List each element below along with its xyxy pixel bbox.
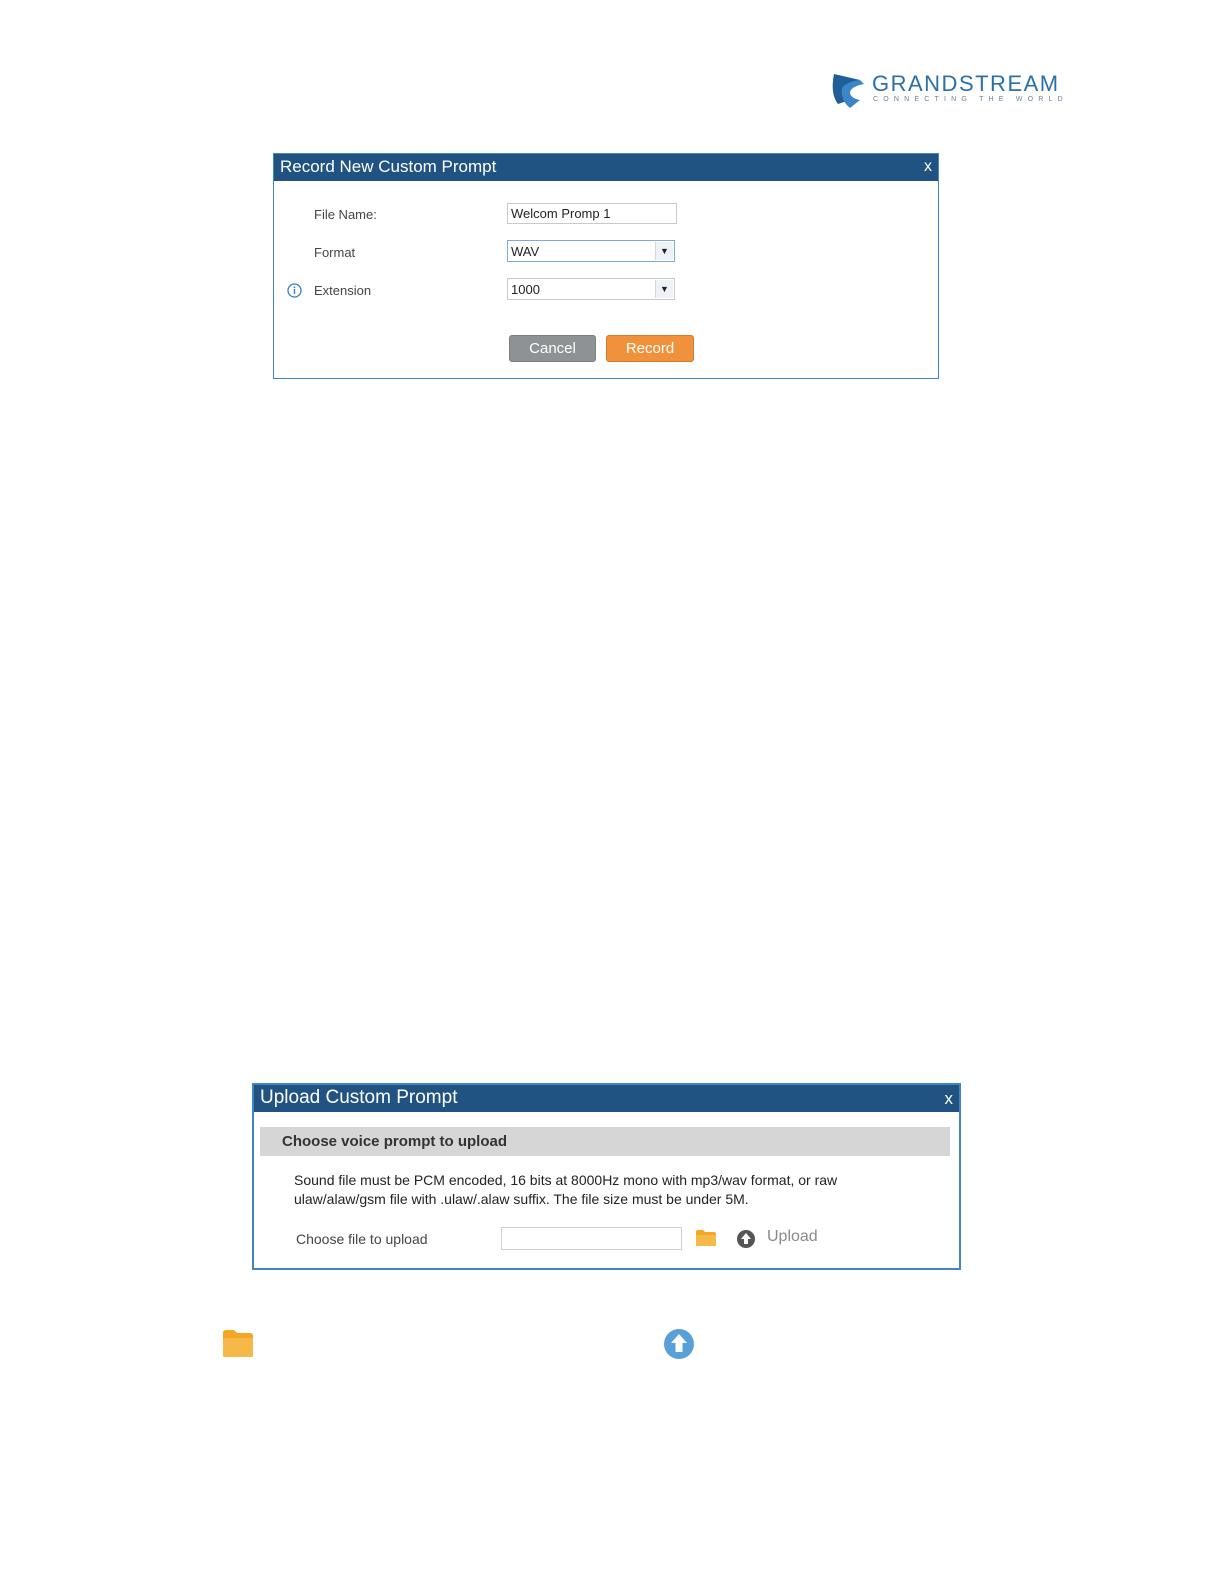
section-header (260, 1127, 950, 1156)
record-prompt-dialog (273, 153, 939, 379)
dialog-header (274, 154, 938, 181)
close-button[interactable]: x (924, 158, 932, 175)
note-line: ulaw/alaw/gsm file with .ulaw/.alaw suffix. The file size must be under 5M. (294, 1191, 749, 1207)
grandstream-logo-icon (830, 70, 868, 110)
file-name-input[interactable] (507, 203, 677, 224)
info-icon[interactable] (287, 283, 302, 298)
section-title: Choose voice prompt to upload (282, 1133, 508, 1150)
format-select-value: WAV (511, 244, 540, 259)
note-line: Sound file must be PCM encoded, 16 bits at 8000Hz mono with mp3/wav format, or raw (294, 1172, 838, 1188)
folder-icon[interactable] (695, 1229, 717, 1247)
choose-file-label: Choose file to upload (296, 1231, 428, 1247)
record-button[interactable]: Record (606, 335, 694, 362)
folder-icon (222, 1329, 254, 1358)
file-name-label: File Name: (314, 207, 377, 222)
extension-select-value: 1000 (511, 282, 540, 297)
grandstream-logo (830, 68, 1080, 112)
format-select[interactable] (507, 240, 675, 262)
dialog-title: Upload Custom Prompt (260, 1087, 458, 1108)
logo-tagline: CONNECTING THE WORLD (873, 96, 1068, 103)
cancel-button[interactable]: Cancel (509, 335, 596, 362)
close-button[interactable]: x (944, 1089, 953, 1108)
upload-requirements-note (294, 1171, 914, 1209)
chevron-down-icon[interactable]: ▼ (655, 242, 673, 260)
upload-icon (736, 1229, 756, 1249)
upload-label: Upload (767, 1228, 818, 1245)
extension-select[interactable] (507, 278, 675, 300)
chevron-down-icon[interactable]: ▼ (655, 280, 673, 298)
format-label: Format (314, 245, 356, 260)
extension-label: Extension (314, 283, 372, 298)
logo-wordmark: GRANDSTREAM (872, 71, 1060, 96)
file-path-field[interactable] (501, 1227, 682, 1250)
dialog-header (254, 1085, 959, 1112)
upload-circle-icon (663, 1328, 695, 1360)
upload-prompt-dialog (252, 1083, 961, 1270)
dialog-title: Record New Custom Prompt (280, 157, 497, 176)
